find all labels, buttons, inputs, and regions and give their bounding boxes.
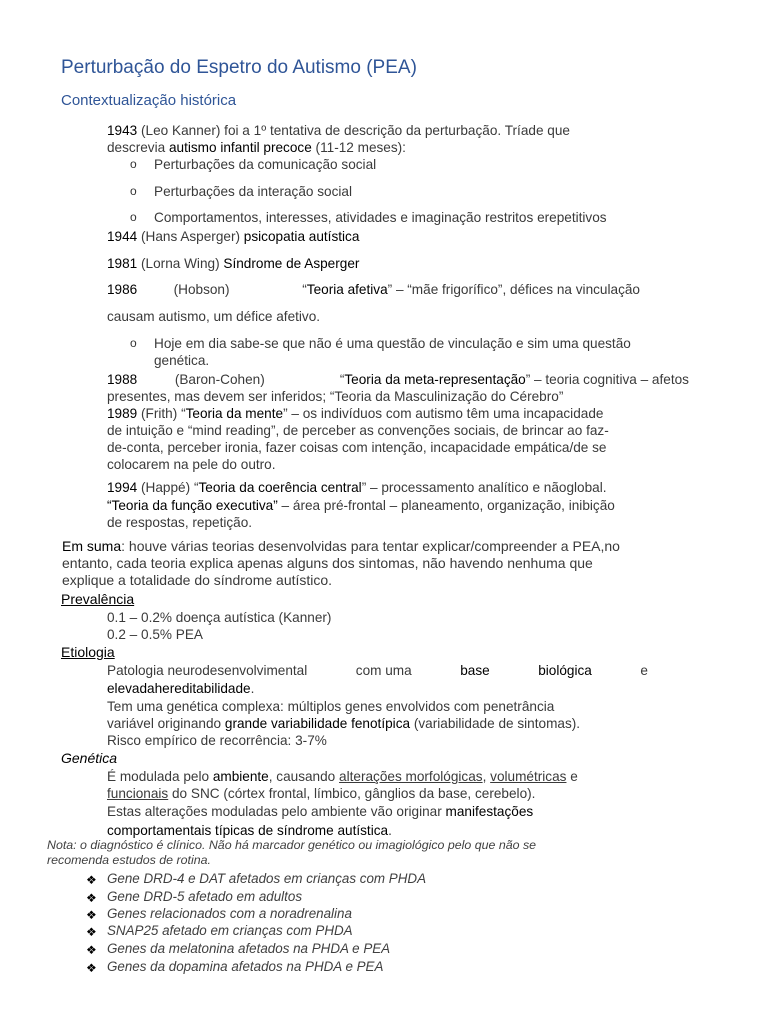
gene-item: Genes da dopamina afetados na PHDA e PEA [107, 959, 384, 974]
diamond-bullet-icon: ❖ [86, 961, 97, 975]
gene-item: Gene DRD-5 afetado em adultos [107, 889, 303, 904]
item-1988-line2: presentes, mas devem ser inferidos; “Teoria da Masculinização do Cérebro” [107, 389, 564, 404]
gene-item: Genes da melatonina afetados na PHDA e PEA [107, 941, 391, 956]
etiology-heading: Etiologia [61, 644, 115, 660]
genetics-item-1-line2: funcionais do SNC (córtex frontal, límbico, gânglios da base, cerebelo). [107, 786, 536, 801]
item-1943-line2: descrevia autismo infantil precoce (11-12 meses): [107, 140, 406, 155]
prevalence-item: 0.1 – 0.2% doença autística (Kanner) [107, 610, 332, 625]
genetics-item-2-line2: comportamentais típicas de síndrome autística. [107, 823, 392, 838]
genetics-item-2: Estas alterações moduladas pelo ambiente vão originar manifestações [107, 804, 534, 819]
sub-item: Comportamentos, interesses, atividades e imaginação restritos erepetitivos [154, 210, 607, 225]
item-1986: 1986 (Hobson) “Teoria afetiva” – “mãe frigorífico”, défices na vinculação [107, 282, 640, 297]
section-subtitle: Contextualização histórica [61, 92, 237, 109]
sub-item: Perturbações da comunicação social [154, 157, 377, 172]
prevalence-heading: Prevalência [61, 591, 135, 607]
circle-bullet-icon: o [130, 210, 137, 224]
gene-item: Genes relacionados com a noradrenalina [107, 906, 352, 921]
note-line1: Nota: o diagnóstico é clínico. Não há marcador genético ou imagiológico pelo que não se [47, 838, 537, 852]
item-executive: “Teoria da função executiva” – área pré-frontal – planeamento, organização, inibição [107, 498, 615, 513]
circle-bullet-icon: o [130, 336, 137, 350]
summary-line3: explique a totalidade do síndrome autístico. [62, 572, 333, 588]
gene-item: Gene DRD-4 e DAT afetados em crianças com PHDA [107, 871, 427, 886]
circle-bullet-icon: o [130, 184, 137, 198]
etiology-item-2: Tem uma genética complexa: múltiplos genes envolvidos com penetrância [107, 699, 555, 714]
etiology-item-1: Patologia neurodesenvolvimental com uma base biológica e [107, 663, 648, 678]
item-1989: 1989 (Frith) “Teoria da mente” – os indivíduos com autismo têm uma incapacidade [107, 406, 604, 421]
gene-item: SNAP25 afetado em crianças com PHDA [107, 923, 353, 938]
sub-item-line2: genética. [154, 353, 210, 368]
item-1989-line4: colocarem na pele do outro. [107, 457, 276, 472]
item-1994: 1994 (Happé) “Teoria da coerência central” – processamento analítico e nãoglobal. [107, 480, 607, 495]
item-1989-line2: de intuição e “mind reading”, de perceber as convenções sociais, de brincar ao faz- [107, 423, 609, 438]
item-1988: 1988 (Baron-Cohen) “Teoria da meta-representação” – teoria cognitiva – afetos [107, 372, 689, 387]
diamond-bullet-icon: ❖ [86, 943, 97, 957]
etiology-item-2-line2: variável originando grande variabilidade fenotípica (variabilidade de sintomas). [107, 716, 581, 731]
sub-item: Perturbações da interação social [154, 184, 352, 199]
etiology-item-3: Risco empírico de recorrência: 3-7% [107, 733, 327, 748]
diamond-bullet-icon: ❖ [86, 908, 97, 922]
item-1989-line3: de-conta, perceber ironia, fazer coisas com intenção, incapacidade empática/de se [107, 440, 607, 455]
prevalence-item: 0.2 – 0.5% PEA [107, 627, 203, 642]
diamond-bullet-icon: ❖ [86, 891, 97, 905]
item-1943: 1943 (Leo Kanner) foi a 1º tentativa de descrição da perturbação. Tríade que [107, 123, 570, 138]
etiology-item-1-line2: elevadahereditabilidade. [107, 681, 255, 696]
genetics-item-1: É modulada pelo ambiente, causando alterações morfológicas, volumétricas e [107, 769, 578, 784]
item-1981: 1981 (Lorna Wing) Síndrome de Asperger [107, 256, 360, 271]
note-line2: recomenda estudos de rotina. [47, 853, 211, 867]
item-1986-line2: causam autismo, um défice afetivo. [107, 309, 321, 324]
sub-item: Hoje em dia sabe-se que não é uma questão de vinculação e sim uma questão [154, 336, 631, 351]
circle-bullet-icon: o [130, 157, 137, 171]
item-1944: 1944 (Hans Asperger) psicopatia autística [107, 229, 360, 244]
summary-line1: Em suma: houve várias teorias desenvolvidas para tentar explicar/compreender a PEA,no [62, 538, 620, 554]
item-executive-line2: de respostas, repetição. [107, 515, 253, 530]
summary-line2: entanto, cada teoria explica apenas alguns dos sintomas, não havendo nenhuma que [62, 555, 593, 571]
genetics-heading: Genética [61, 750, 118, 766]
diamond-bullet-icon: ❖ [86, 925, 97, 939]
page-title: Perturbação do Espetro do Autismo (PEA) [61, 57, 417, 78]
diamond-bullet-icon: ❖ [86, 873, 97, 887]
